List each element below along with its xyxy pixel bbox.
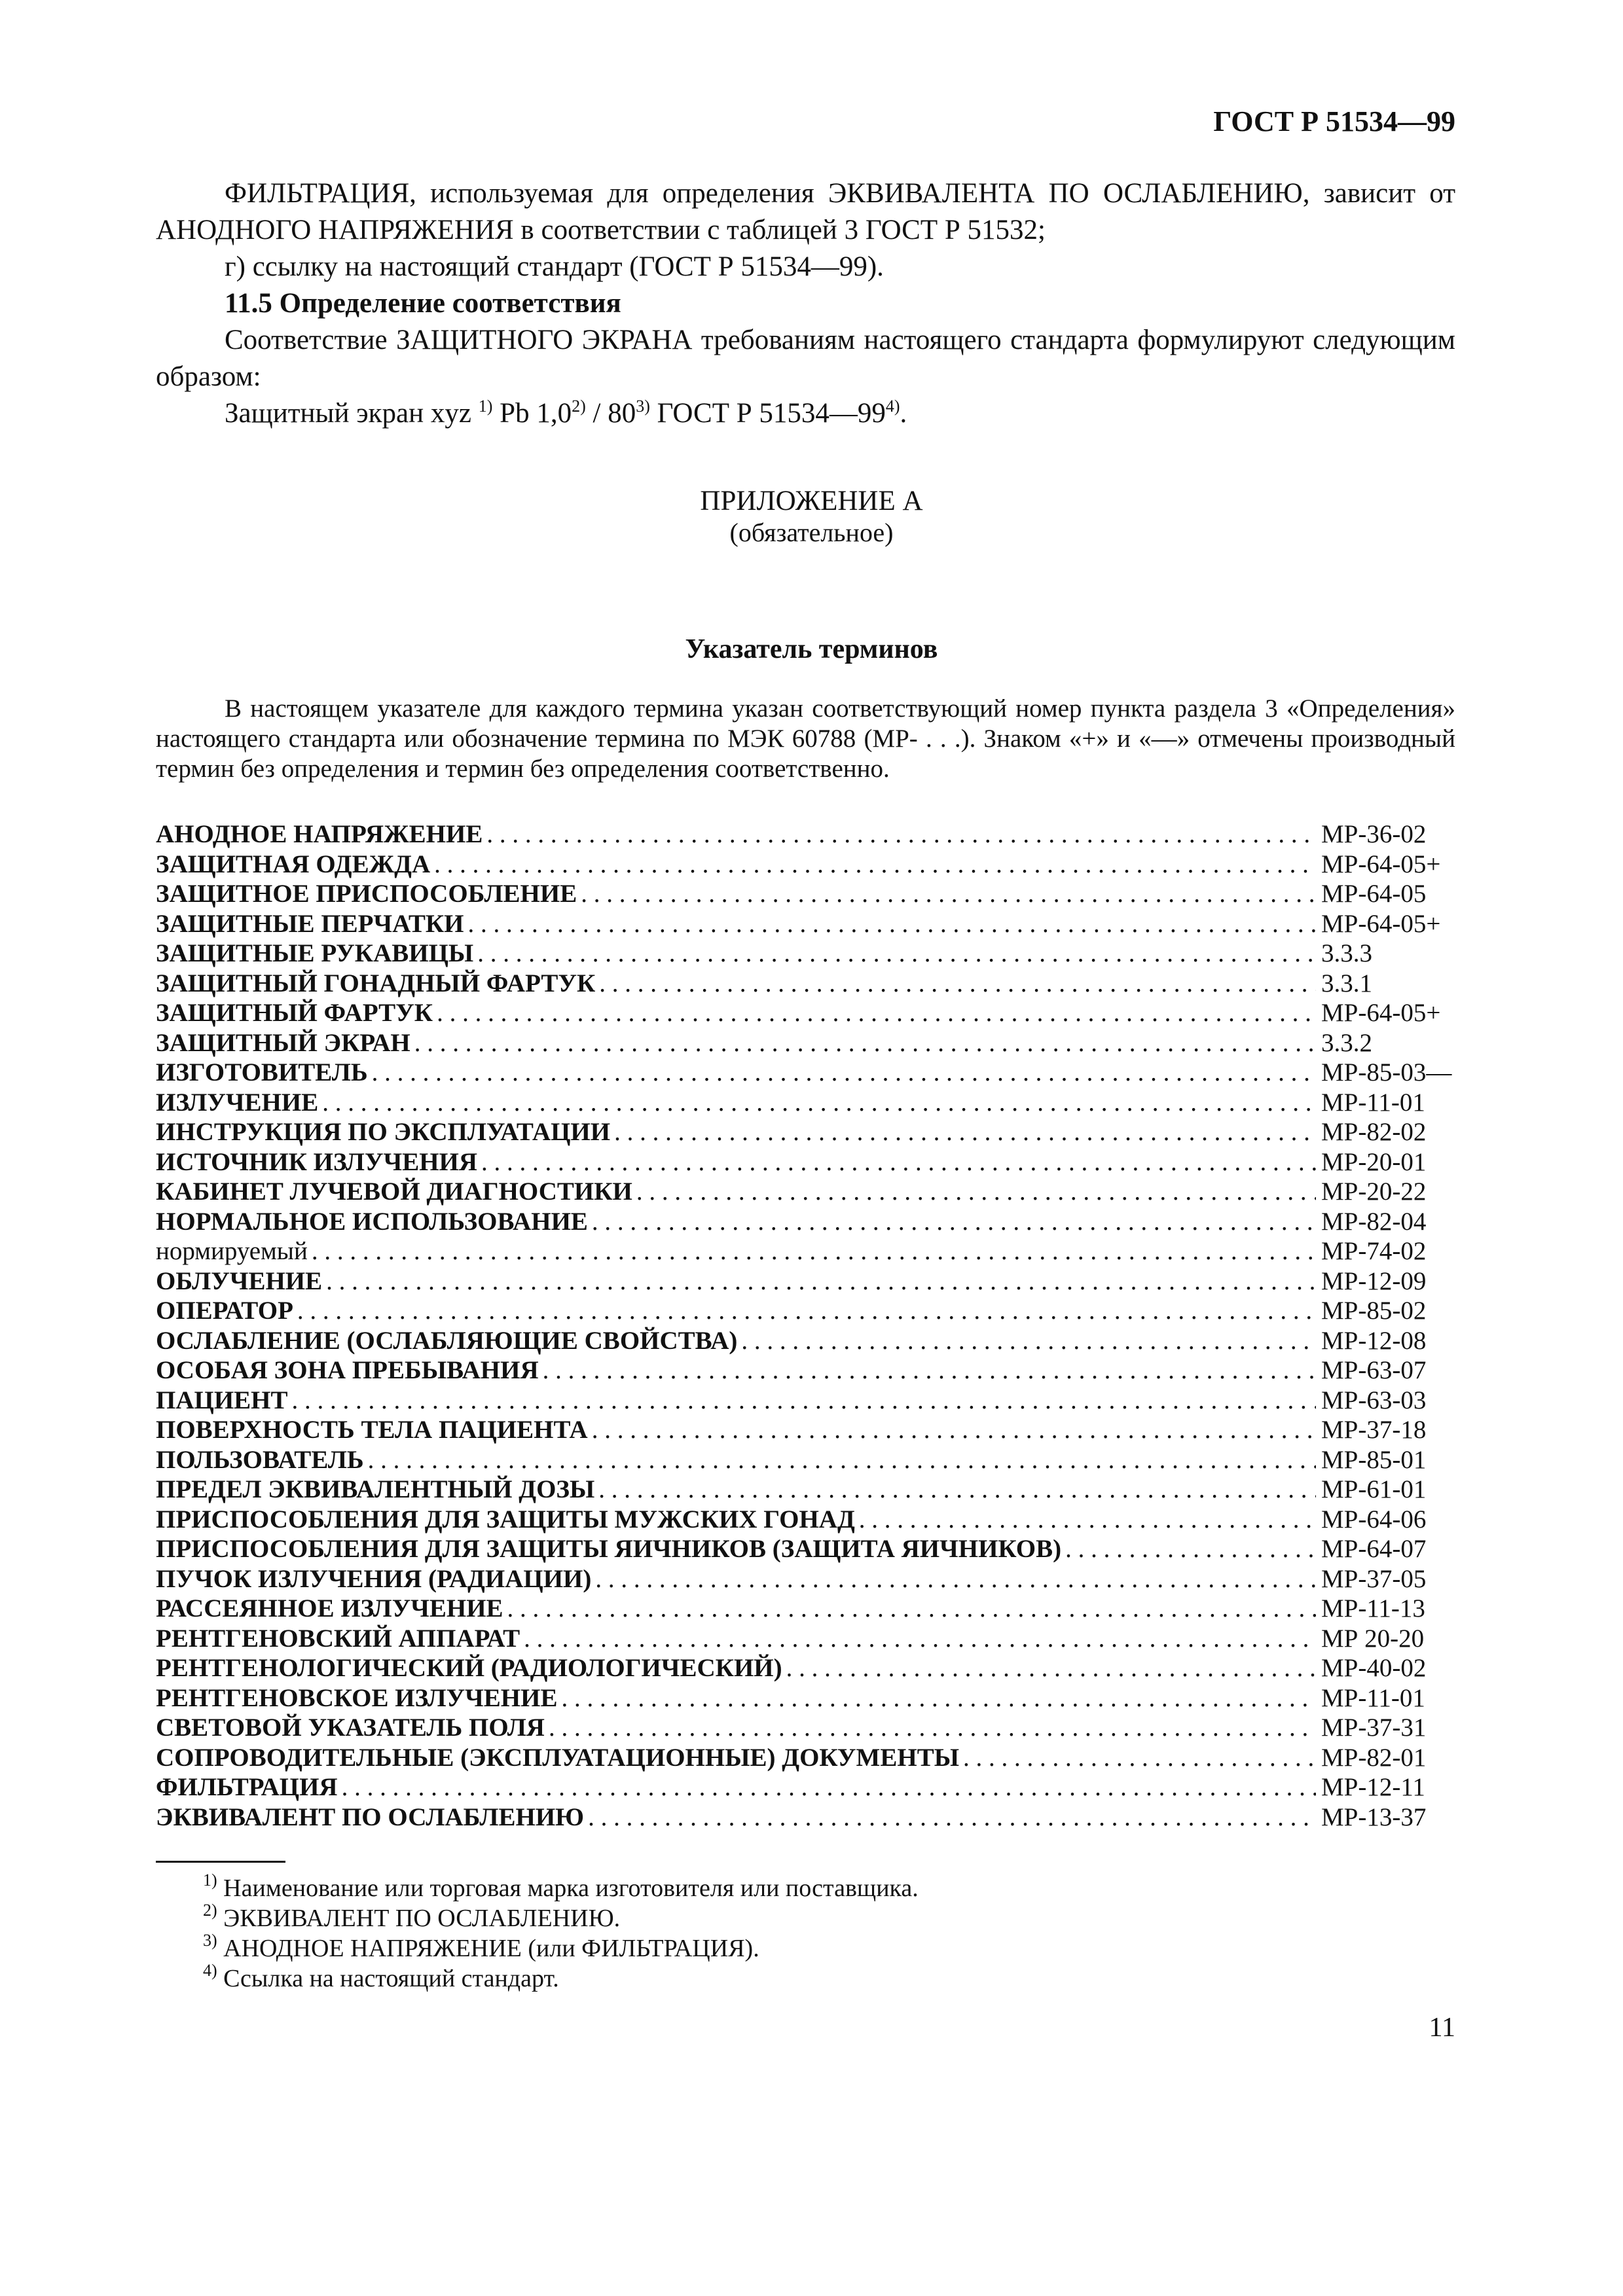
dot-leader [598, 1475, 1316, 1504]
term-name: ПОВЕРХНОСТЬ ТЕЛА ПАЦИЕНТА [156, 1416, 588, 1444]
term-row [156, 939, 1455, 969]
dot-leader [859, 1505, 1316, 1534]
term-row [156, 969, 1455, 999]
term-name: НОРМАЛЬНОЕ ИСПОЛЬЗОВАНИЕ [156, 1207, 588, 1236]
term-row [156, 850, 1455, 880]
term-row [156, 1326, 1455, 1356]
dot-leader [434, 850, 1316, 879]
term-name: ОПЕРАТОР [156, 1297, 293, 1325]
dot-leader [599, 969, 1316, 998]
term-name: ЗАЩИТНЫЕ ПЕРЧАТКИ [156, 909, 464, 938]
paragraph-filtration: ФИЛЬТРАЦИЯ, используемая для определения ЭКВИВАЛЕНТА ПО ОСЛАБЛЕНИЮ, зависит от АНОДНОГО НАПРЯЖЕНИЯ в соответствии с таблицей 3 ГОСТ Р 51532; [156, 178, 1455, 245]
term-reference: МР-63-07 [1321, 1356, 1427, 1384]
term-row [156, 1355, 1455, 1386]
term-name: РАССЕЯННОЕ ИЗЛУЧЕНИЕ [156, 1594, 503, 1623]
dot-leader [292, 1386, 1316, 1415]
term-name: ЗАЩИТНЫЙ ФАРТУК [156, 999, 433, 1027]
body-text [156, 175, 1455, 432]
footnote-ref: 2) [572, 397, 586, 416]
term-reference: МР-85-01 [1321, 1445, 1427, 1474]
dot-leader [595, 1564, 1316, 1594]
term-row [156, 1683, 1455, 1713]
dot-leader [636, 1177, 1316, 1206]
paragraph-conformity: Соответствие ЗАЩИТНОГО ЭКРАНА требованиям настоящего стандарта формулируют следующим образом: [156, 325, 1455, 392]
dot-leader [786, 1653, 1316, 1683]
footnote-ref: 1) [478, 397, 493, 416]
term-reference: 3.3.1 [1321, 969, 1372, 997]
dot-leader [322, 1088, 1316, 1117]
term-reference: МР-64-05+ [1321, 909, 1441, 938]
marking-part: Pb 1,0 [492, 398, 572, 429]
dot-leader [549, 1713, 1316, 1742]
term-name: ПРИСПОСОБЛЕНИЯ ДЛЯ ЗАЩИТЫ МУЖСКИХ ГОНАД [156, 1505, 855, 1534]
term-row [156, 1594, 1455, 1624]
term-reference: МР-11-01 [1321, 1088, 1425, 1117]
dot-leader [588, 1803, 1316, 1832]
term-name: ИЗГОТОВИТЕЛЬ [156, 1058, 368, 1086]
term-reference: МР-37-31 [1321, 1713, 1427, 1742]
term-row [156, 1117, 1455, 1147]
index-title: Указатель терминов [685, 634, 938, 664]
term-name: ИНСТРУКЦИЯ ПО ЭКСПЛУАТАЦИИ [156, 1118, 611, 1146]
term-name: ПРЕДЕЛ ЭКВИВАЛЕНТНЫЙ ДОЗЫ [156, 1475, 595, 1503]
dot-leader [342, 1772, 1316, 1802]
term-row [156, 1713, 1455, 1743]
term-reference: МР-13-37 [1321, 1803, 1427, 1831]
footnote-text: Наименование или торговая марка изготовителя или поставщика. [223, 1874, 919, 1902]
term-name: ЗАЩИТНОЕ ПРИСПОСОБЛЕНИЕ [156, 880, 577, 908]
dot-leader [437, 998, 1316, 1028]
footnotes [203, 1873, 919, 1994]
term-name: ПОЛЬЗОВАТЕЛЬ [156, 1445, 364, 1474]
terms-index [156, 819, 1455, 1832]
marking-part: . [900, 398, 907, 429]
term-reference: МР-12-08 [1321, 1326, 1427, 1355]
dot-leader [614, 1117, 1316, 1147]
term-reference: МР-64-05 [1321, 880, 1427, 908]
marking-part: ГОСТ Р 51534—99 [649, 398, 886, 429]
list-item-g: г) ссылку на настоящий стандарт (ГОСТ Р 51534—99). [225, 251, 884, 282]
footnote [203, 1961, 919, 1994]
term-reference: МР-36-02 [1321, 820, 1427, 848]
term-name: ОСЛАБЛЕНИЕ (ОСЛАБЛЯЮЩИЕ СВОЙСТВА) [156, 1326, 738, 1355]
term-row [156, 1653, 1455, 1683]
footnote-ref: 4) [885, 397, 900, 416]
term-reference: МР-37-18 [1321, 1416, 1427, 1444]
term-name: ЗАЩИТНЫЙ ГОНАДНЫЙ ФАРТУК [156, 969, 596, 997]
term-reference: МР-20-01 [1321, 1147, 1427, 1176]
dot-leader [543, 1355, 1316, 1385]
term-reference: МР-85-03— [1321, 1058, 1452, 1086]
term-row [156, 1475, 1455, 1505]
term-reference: МР-63-03 [1321, 1386, 1427, 1414]
term-reference: МР-64-05+ [1321, 999, 1441, 1027]
footnote-text: ЭКВИВАЛЕНТ ПО ОСЛАБЛЕНИЮ. [223, 1905, 621, 1932]
dot-leader [581, 879, 1316, 908]
term-name: ЗАЩИТНЫЙ ЭКРАН [156, 1028, 410, 1057]
term-reference: 3.3.2 [1321, 1028, 1372, 1057]
term-row [156, 1743, 1455, 1773]
footnote-text: АНОДНОЕ НАПРЯЖЕНИЕ (или ФИЛЬТРАЦИЯ). [223, 1935, 759, 1962]
marking-part: / 80 [585, 398, 636, 429]
term-name: ПУЧОК ИЗЛУЧЕНИЯ (РАДИАЦИИ) [156, 1564, 592, 1593]
term-reference: МР-64-06 [1321, 1505, 1427, 1534]
footnote-mark: 4) [203, 1961, 217, 1980]
term-row [156, 1386, 1455, 1416]
dot-leader [486, 819, 1316, 849]
footnote-separator [156, 1861, 285, 1863]
term-name: СВЕТОВОЙ УКАЗАТЕЛЬ ПОЛЯ [156, 1713, 545, 1742]
term-name: ОБЛУЧЕНИЕ [156, 1266, 323, 1295]
term-reference: МР-37-05 [1321, 1564, 1427, 1593]
term-reference: МР 20-20 [1321, 1624, 1425, 1653]
term-reference: МР-85-02 [1321, 1297, 1427, 1325]
term-reference: МР-12-09 [1321, 1266, 1427, 1295]
term-row [156, 909, 1455, 939]
term-row [156, 819, 1455, 850]
term-row [156, 1236, 1455, 1266]
term-row [156, 1772, 1455, 1803]
dot-leader [467, 909, 1316, 939]
term-row [156, 1624, 1455, 1654]
section-heading: 11.5 Определение соответствия [225, 288, 621, 319]
term-row [156, 1445, 1455, 1475]
term-name: ЗАЩИТНЫЕ РУКАВИЦЫ [156, 939, 474, 967]
appendix-title: ПРИЛОЖЕНИЕ А [700, 486, 923, 516]
marking-part: Защитный экран xyz [225, 398, 479, 429]
dot-leader [741, 1326, 1316, 1355]
dot-leader [592, 1207, 1316, 1236]
term-reference: МР-40-02 [1321, 1654, 1427, 1682]
dot-leader [326, 1266, 1316, 1296]
term-row [156, 1296, 1455, 1326]
dot-leader [524, 1624, 1316, 1653]
footnote-mark: 1) [203, 1871, 217, 1890]
dot-leader [963, 1743, 1316, 1772]
term-name: РЕНТГЕНОЛОГИЧЕСКИЙ (РАДИОЛОГИЧЕСКИЙ) [156, 1654, 782, 1682]
footnote [203, 1903, 919, 1933]
term-row [156, 1534, 1455, 1564]
term-name: ПАЦИЕНТ [156, 1386, 288, 1414]
term-name: РЕНТГЕНОВСКИЙ АППАРАТ [156, 1624, 520, 1653]
term-reference: МР-20-22 [1321, 1177, 1427, 1206]
term-reference: МР-82-04 [1321, 1207, 1427, 1236]
term-row [156, 1415, 1455, 1445]
term-name: ФИЛЬТРАЦИЯ [156, 1773, 338, 1801]
term-name: СОПРОВОДИТЕЛЬНЫЕ (ЭКСПЛУАТАЦИОННЫЕ) ДОКУМЕНТЫ [156, 1743, 960, 1772]
footnote-mark: 3) [203, 1931, 217, 1950]
term-reference: МР-74-02 [1321, 1237, 1427, 1265]
term-row [156, 879, 1455, 909]
term-name: ИСТОЧНИК ИЗЛУЧЕНИЯ [156, 1147, 478, 1176]
term-reference: МР-82-02 [1321, 1118, 1427, 1146]
term-name: ПРИСПОСОБЛЕНИЯ ДЛЯ ЗАЩИТЫ ЯИЧНИКОВ (ЗАЩИТА ЯИЧНИКОВ) [156, 1535, 1062, 1563]
term-name: ЭКВИВАЛЕНТ ПО ОСЛАБЛЕНИЮ [156, 1803, 585, 1831]
term-reference: МР-61-01 [1321, 1475, 1427, 1503]
dot-leader [312, 1236, 1316, 1266]
term-reference: МР-11-01 [1321, 1683, 1425, 1712]
term-row [156, 1088, 1455, 1118]
footnote-text: Ссылка на настоящий стандарт. [223, 1965, 559, 1992]
term-row [156, 1505, 1455, 1535]
dot-leader [414, 1028, 1316, 1058]
term-row [156, 998, 1455, 1028]
term-row [156, 1028, 1455, 1058]
dot-leader [477, 939, 1316, 968]
term-name: ОСОБАЯ ЗОНА ПРЕБЫВАНИЯ [156, 1356, 539, 1384]
term-name: нормируемый [156, 1237, 308, 1265]
dot-leader [297, 1296, 1316, 1325]
dot-leader [481, 1147, 1316, 1177]
footnote-mark: 2) [203, 1901, 217, 1920]
dot-leader [507, 1594, 1316, 1623]
footnote [203, 1933, 919, 1964]
term-name: КАБИНЕТ ЛУЧЕВОЙ ДИАГНОСТИКИ [156, 1177, 632, 1206]
term-row [156, 1147, 1455, 1177]
dot-leader [368, 1445, 1316, 1475]
term-name: РЕНТГЕНОВСКОЕ ИЗЛУЧЕНИЕ [156, 1683, 558, 1712]
term-row [156, 1207, 1455, 1237]
term-row [156, 1177, 1455, 1207]
term-name: ИЗЛУЧЕНИЕ [156, 1088, 319, 1117]
term-reference: МР-64-07 [1321, 1535, 1427, 1563]
footnote [203, 1873, 919, 1903]
term-reference: МР-82-01 [1321, 1743, 1427, 1772]
dot-leader [561, 1683, 1316, 1713]
dot-leader [592, 1415, 1316, 1444]
page-number: 11 [1429, 2013, 1455, 2043]
term-row [156, 1058, 1455, 1088]
appendix-subtitle: (обязательное) [729, 518, 894, 547]
dot-leader [372, 1058, 1316, 1087]
dot-leader [1065, 1534, 1316, 1564]
term-row [156, 1564, 1455, 1594]
term-name: ЗАЩИТНАЯ ОДЕЖДА [156, 850, 431, 878]
term-row [156, 1803, 1455, 1833]
document-code: ГОСТ Р 51534—99 [1213, 105, 1455, 137]
term-reference: МР-12-11 [1321, 1773, 1425, 1801]
footnote-ref: 3) [636, 397, 650, 416]
index-intro: В настоящем указателе для каждого термина указан соответствующий номер пункта раздела 3 «Определения» настоящего стандарта или обозначение термина по МЭК 60788 (МР- . . .). Знаком «+» и «—» отмечены производный термин без определения и термин без определения соответственно. [156, 694, 1455, 783]
term-name: АНОДНОЕ НАПРЯЖЕНИЕ [156, 820, 483, 848]
term-reference: МР-11-13 [1321, 1594, 1425, 1623]
term-reference: 3.3.3 [1321, 939, 1372, 967]
term-reference: МР-64-05+ [1321, 850, 1441, 878]
term-row [156, 1266, 1455, 1297]
marking-example [156, 395, 1455, 432]
